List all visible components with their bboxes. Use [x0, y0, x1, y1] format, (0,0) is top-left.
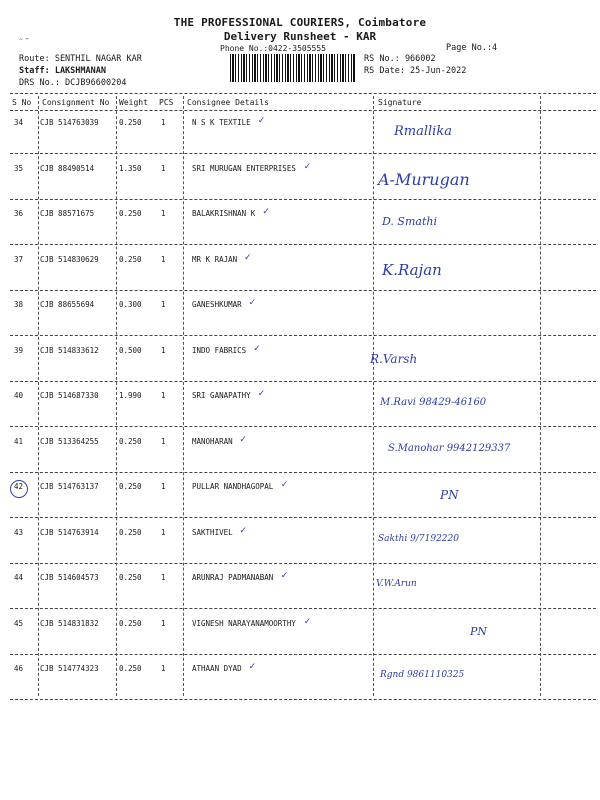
row-weight: 0.300	[119, 300, 142, 309]
row-weight: 0.250	[119, 209, 142, 218]
row-pcs: 1	[161, 164, 166, 173]
check-mark-icon: ✓	[303, 617, 312, 627]
row-pcs: 1	[161, 664, 166, 673]
row-pcs: 1	[161, 391, 166, 400]
row-pcs: 1	[161, 118, 166, 127]
row-weight: 0.250	[119, 437, 142, 446]
row-consignment: CJB 514831832	[40, 619, 99, 628]
row-consignment: CJB 514604573	[40, 573, 99, 582]
row-sno: 45	[14, 619, 24, 628]
row-divider	[10, 608, 596, 609]
col-weight: Weight	[119, 98, 148, 107]
row-sno: 46	[14, 664, 24, 673]
row-sno: 34	[14, 118, 24, 127]
row-pcs: 1	[161, 255, 166, 264]
row-weight: 0.250	[119, 619, 142, 628]
row-signature: Rgnd 9861110325	[380, 670, 465, 680]
row-consignee: SRI MURUGAN ENTERPRISES	[192, 164, 296, 173]
row-pcs: 1	[161, 209, 166, 218]
col-sep	[183, 96, 184, 696]
row-pcs: 1	[161, 437, 166, 446]
row-weight: 0.250	[119, 664, 142, 673]
check-mark-icon: ✓	[262, 207, 270, 217]
row-sno: 39	[14, 346, 24, 355]
row-signature: R.Varsh	[370, 352, 418, 366]
row-consignment: CJB 514763137	[40, 482, 99, 491]
col-pcs: PCS	[159, 98, 174, 107]
row-signature: K.Rajan	[382, 261, 442, 279]
header-rule-top	[10, 93, 596, 94]
row-signature: V.W.Arun	[376, 579, 417, 589]
row-weight: 1.350	[119, 164, 142, 173]
row-consignee: N S K TEXTILE	[192, 118, 251, 127]
page-subtitle: Delivery Runsheet - KAR	[223, 30, 377, 43]
row-divider	[10, 381, 596, 382]
row-consignee: BALAKRISHNAN K	[192, 209, 256, 218]
check-mark-icon: ✓	[257, 116, 266, 126]
row-signature: Rmallika	[394, 124, 452, 139]
row-consignment: CJB 514774323	[40, 664, 99, 673]
row-weight: 0.250	[119, 118, 142, 127]
check-mark-icon: ✓	[248, 662, 257, 672]
row-divider	[10, 290, 596, 291]
row-sno: 36	[14, 209, 24, 218]
row-sno: 42	[14, 482, 24, 491]
row-signature: D. Smathi	[382, 215, 437, 228]
col-consignee: Consignee Details	[187, 98, 269, 107]
row-consignment: CJB 88490514	[40, 164, 95, 173]
row-consignment: CJB 514833612	[40, 346, 99, 355]
row-sno: 35	[14, 164, 24, 173]
page-number: Page No.:4	[446, 43, 498, 53]
row-sno: 37	[14, 255, 24, 264]
col-signature: Signature	[378, 98, 422, 107]
staff-label: Staff: LAKSHMANAN	[19, 66, 106, 76]
row-sno: 40	[14, 391, 24, 400]
row-divider	[10, 335, 596, 336]
col-consignment: Consignment No	[42, 98, 110, 107]
check-mark-icon: ✓	[239, 435, 247, 445]
row-consignment: CJB 513364255	[40, 437, 99, 446]
row-consignment: CJB 514763039	[40, 118, 99, 127]
row-weight: 0.250	[119, 573, 142, 582]
row-signature: M.Ravi 98429-46160	[380, 397, 487, 408]
row-consignment: CJB 514763914	[40, 528, 99, 537]
row-consignee: ATHAAN DYAD	[192, 664, 242, 673]
header-rule-bottom	[10, 110, 596, 111]
row-consignee: MR K RAJAN	[192, 255, 238, 264]
row-weight: 0.250	[119, 255, 142, 264]
row-pcs: 1	[161, 300, 166, 309]
drs-number: DRS No.: DCJB96600204	[19, 78, 127, 88]
route-label: Route: SENTHIL NAGAR KAR	[19, 54, 142, 64]
row-weight: 0.500	[119, 346, 142, 355]
check-mark-icon: ✓	[239, 526, 247, 536]
row-signature: S.Manohar 9942129337	[388, 443, 511, 454]
row-pcs: 1	[161, 528, 166, 537]
col-sno: S No	[12, 98, 32, 107]
row-consignee: SAKTHIVEL	[192, 528, 233, 537]
row-consignee: SRI GANAPATHY	[192, 391, 251, 400]
row-divider	[10, 199, 596, 200]
row-weight: 0.250	[119, 482, 142, 491]
row-consignment: CJB 514687330	[40, 391, 99, 400]
row-divider	[10, 563, 596, 564]
row-consignee: PULLAR NANDHAGOPAL	[192, 482, 274, 491]
row-signature: PN	[440, 488, 459, 502]
check-mark-icon: ✓	[280, 571, 289, 581]
check-mark-icon: ✓	[303, 162, 312, 172]
row-divider	[10, 699, 596, 700]
row-consignee: GANESHKUMAR	[192, 300, 242, 309]
row-divider	[10, 517, 596, 518]
row-divider	[10, 426, 596, 427]
barcode	[230, 54, 356, 82]
row-sno: 43	[14, 528, 24, 537]
row-pcs: 1	[161, 573, 166, 582]
row-signature: PN	[470, 625, 488, 638]
row-weight: 1.990	[119, 391, 142, 400]
rs-number: RS No.: 966002	[364, 54, 436, 64]
row-consignee: INDO FABRICS	[192, 346, 247, 355]
row-pcs: 1	[161, 482, 166, 491]
col-sep	[38, 96, 39, 696]
row-pcs: 1	[161, 346, 166, 355]
col-sep	[116, 96, 117, 696]
row-divider	[10, 654, 596, 655]
row-pcs: 1	[161, 619, 166, 628]
row-sno: 41	[14, 437, 24, 446]
scan-mark: ˜ˉ	[18, 38, 31, 49]
row-consignee: VIGNESH NARAYANAMOORTHY	[192, 619, 296, 628]
row-consignment: CJB 514830629	[40, 255, 99, 264]
check-mark-icon: ✓	[257, 389, 266, 399]
phone-number: Phone No.:0422-3505555	[220, 44, 326, 53]
col-sep	[373, 96, 374, 696]
row-consignment: CJB 88655694	[40, 300, 95, 309]
check-mark-icon: ✓	[248, 298, 257, 308]
row-consignee: ARUNRAJ PADMANABAN	[192, 573, 274, 582]
row-divider	[10, 472, 596, 473]
row-sno: 38	[14, 300, 24, 309]
col-sep	[540, 96, 541, 696]
row-sno: 44	[14, 573, 24, 582]
row-signature: Sakthi 9/7192220	[378, 534, 459, 544]
row-divider	[10, 244, 596, 245]
row-divider	[10, 153, 596, 154]
row-signature: A-Murugan	[378, 170, 470, 189]
check-mark-icon: ✓	[280, 480, 289, 490]
check-mark-icon: ✓	[253, 344, 261, 354]
page-title: THE PROFESSIONAL COURIERS, Coimbatore	[173, 16, 427, 29]
row-weight: 0.250	[119, 528, 142, 537]
check-mark-icon: ✓	[244, 253, 252, 263]
row-consignment: CJB 88571675	[40, 209, 95, 218]
rs-date: RS Date: 25-Jun-2022	[364, 66, 467, 76]
row-consignee: MANOHARAN	[192, 437, 233, 446]
